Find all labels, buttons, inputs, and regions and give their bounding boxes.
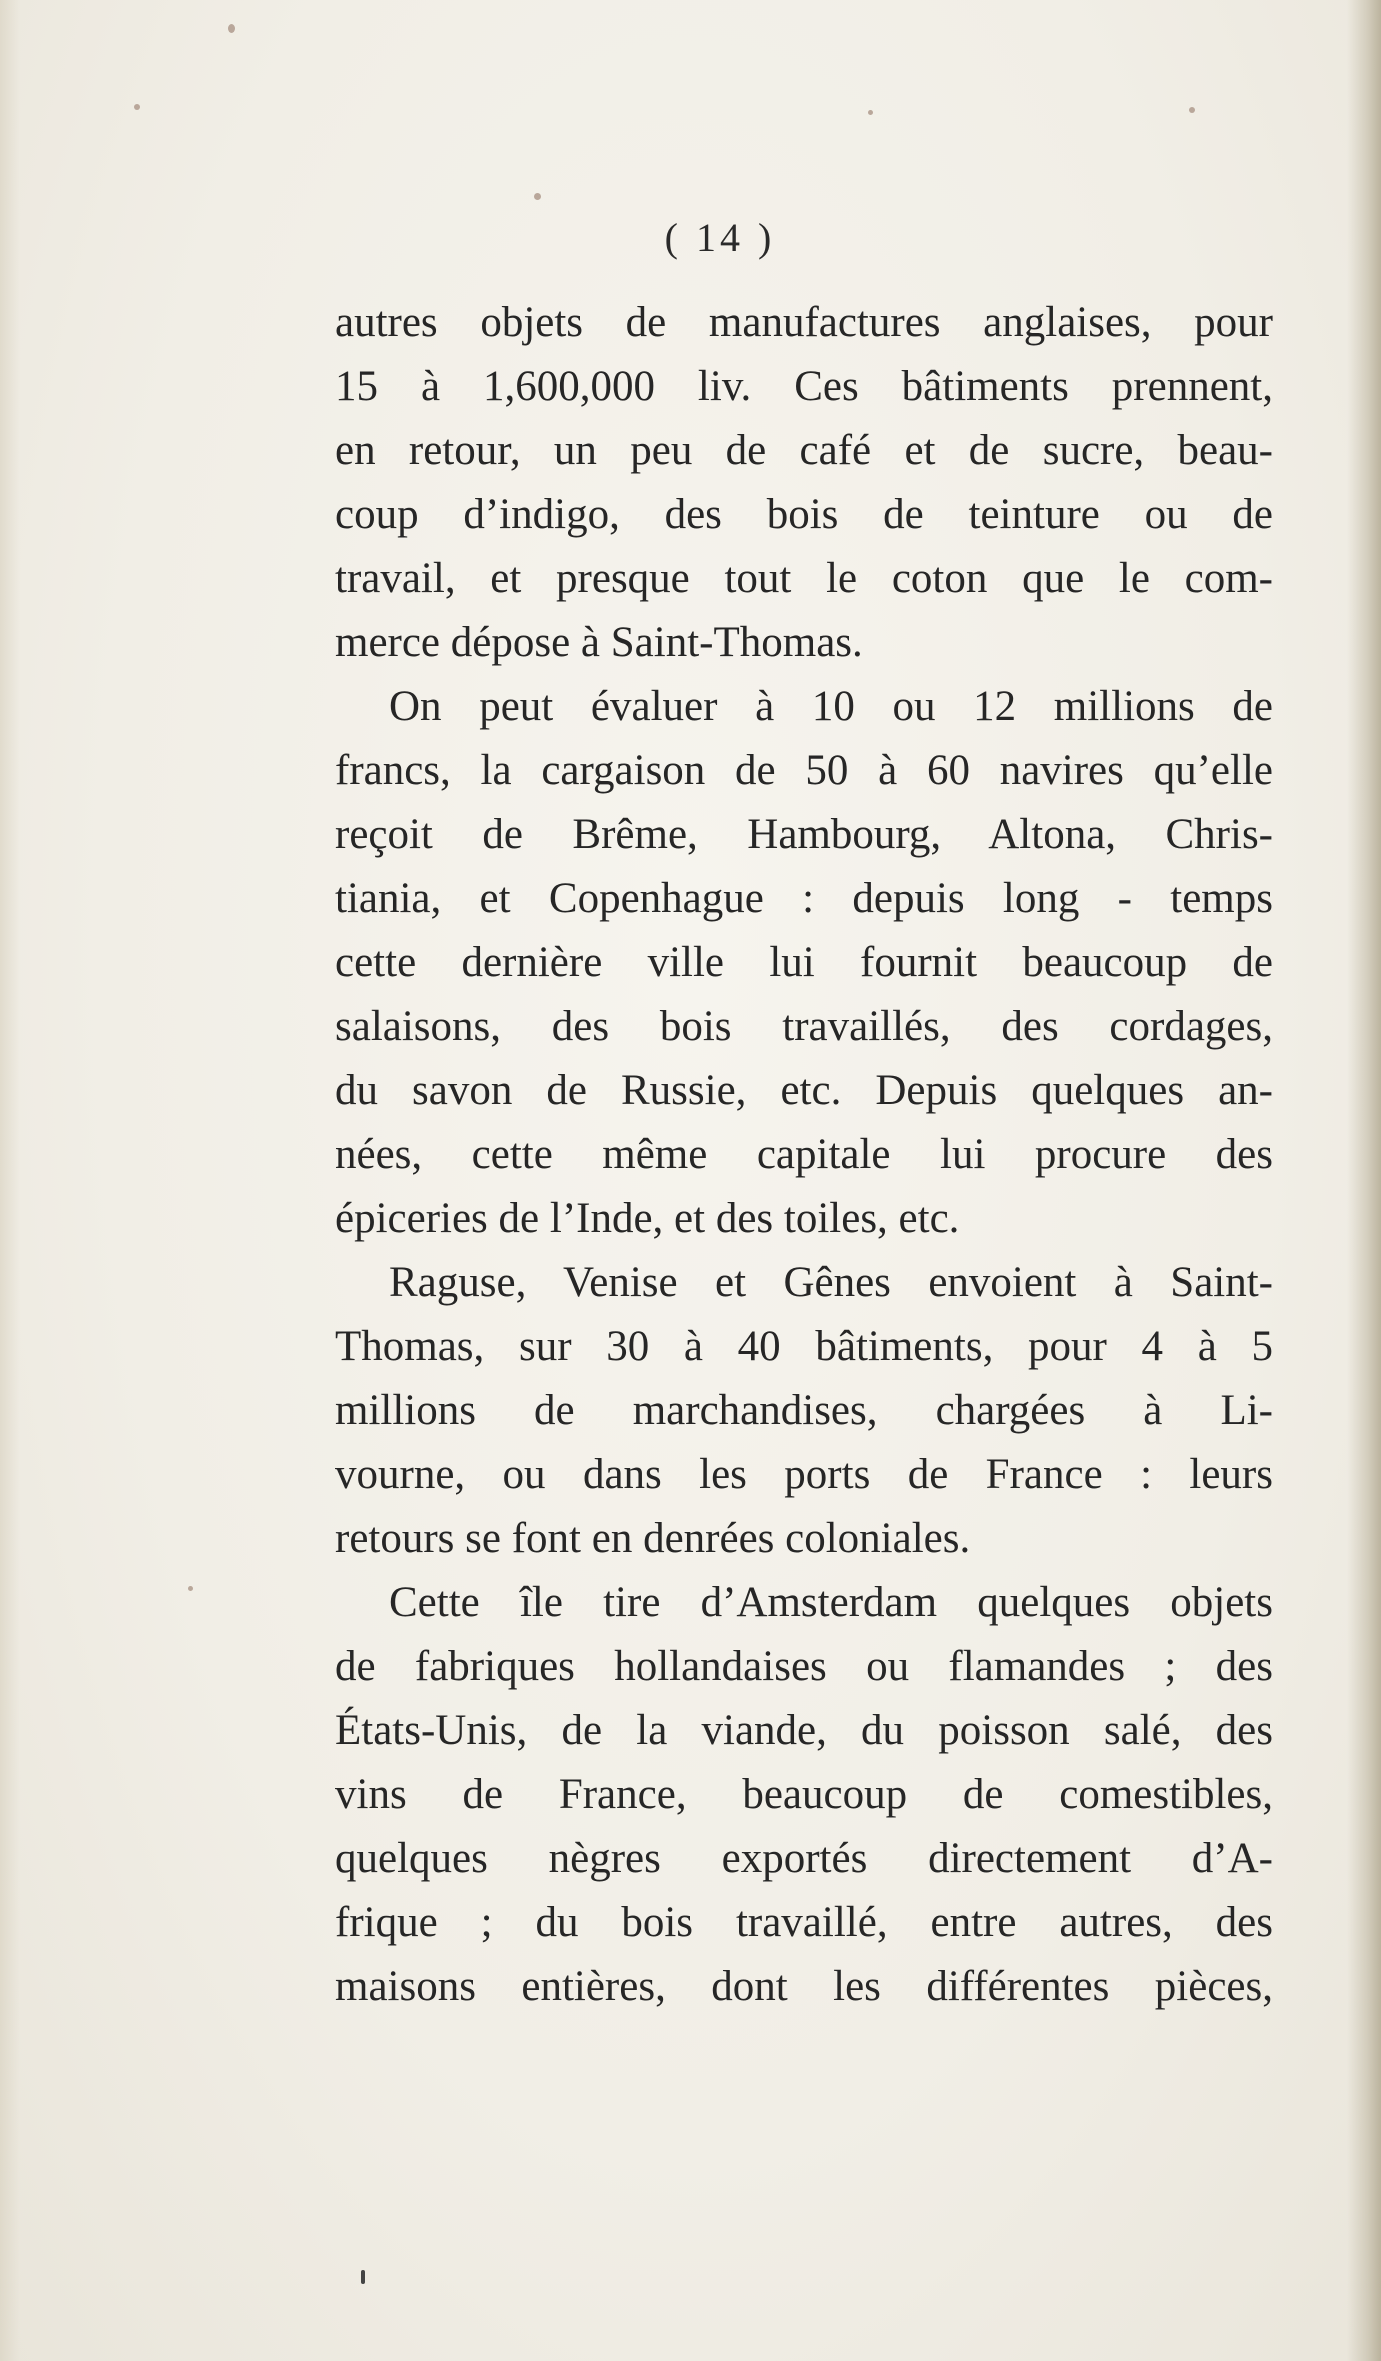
text-line: reçoit de Brême, Hambourg, Altona, Chris- — [335, 811, 1273, 858]
text-line: coup d’indigo, des bois de teinture ou de — [335, 491, 1273, 538]
text-line: Cette île tire d’Amsterdam quelques objets — [389, 1579, 1273, 1626]
text-line: 15 à 1,600,000 liv. Ces bâtiments prennent, — [335, 363, 1273, 410]
text-line: millions de marchandises, chargées à Li- — [335, 1387, 1273, 1434]
text-line: salaisons, des bois travaillés, des cordages, — [335, 1003, 1273, 1050]
text-line: quelques nègres exportés directement d’A- — [335, 1835, 1273, 1882]
text-line: maisons entières, dont les différentes pièces, — [335, 1963, 1273, 2010]
paper-speck — [1189, 107, 1195, 113]
text-line: cette dernière ville lui fournit beaucoup de — [335, 939, 1273, 986]
text-line: merce dépose à Saint-Thomas. — [335, 619, 863, 666]
paper-speck — [868, 110, 873, 115]
page-gutter-shade — [0, 0, 20, 2361]
text-line: vins de France, beaucoup de comestibles, — [335, 1771, 1273, 1818]
text-line: tiania, et Copenhague : depuis long - temps — [335, 875, 1273, 922]
paper-speck — [228, 24, 235, 33]
text-line: de fabriques hollandaises ou flamandes ; des — [335, 1643, 1273, 1690]
paper-speck — [188, 1586, 193, 1591]
text-line: nées, cette même capitale lui procure des — [335, 1131, 1273, 1178]
text-line: du savon de Russie, etc. Depuis quelques an- — [335, 1067, 1273, 1114]
paper-speck — [361, 2270, 365, 2284]
text-line: États-Unis, de la viande, du poisson salé, des — [335, 1707, 1273, 1754]
text-line: Thomas, sur 30 à 40 bâtiments, pour 4 à 5 — [335, 1323, 1273, 1370]
text-line: On peut évaluer à 10 ou 12 millions de — [389, 683, 1273, 730]
text-line: travail, et presque tout le coton que le com- — [335, 555, 1273, 602]
paper-speck — [534, 193, 541, 200]
body-text — [335, 291, 1273, 2019]
page-edge-shadow — [1347, 0, 1381, 2361]
text-line: retours se font en denrées coloniales. — [335, 1515, 971, 1562]
text-line: francs, la cargaison de 50 à 60 navires qu’elle — [335, 747, 1273, 794]
text-line: Raguse, Venise et Gênes envoient à Saint- — [389, 1259, 1273, 1306]
text-line: vourne, ou dans les ports de France : leurs — [335, 1451, 1273, 1498]
text-line: épiceries de l’Inde, et des toiles, etc. — [335, 1195, 960, 1242]
page-number: ( 14 ) — [664, 215, 776, 260]
text-line: autres objets de manufactures anglaises, pour — [335, 299, 1273, 346]
paper-speck — [134, 104, 140, 110]
text-line: en retour, un peu de café et de sucre, beau- — [335, 427, 1273, 474]
text-line: frique ; du bois travaillé, entre autres, des — [335, 1899, 1273, 1946]
